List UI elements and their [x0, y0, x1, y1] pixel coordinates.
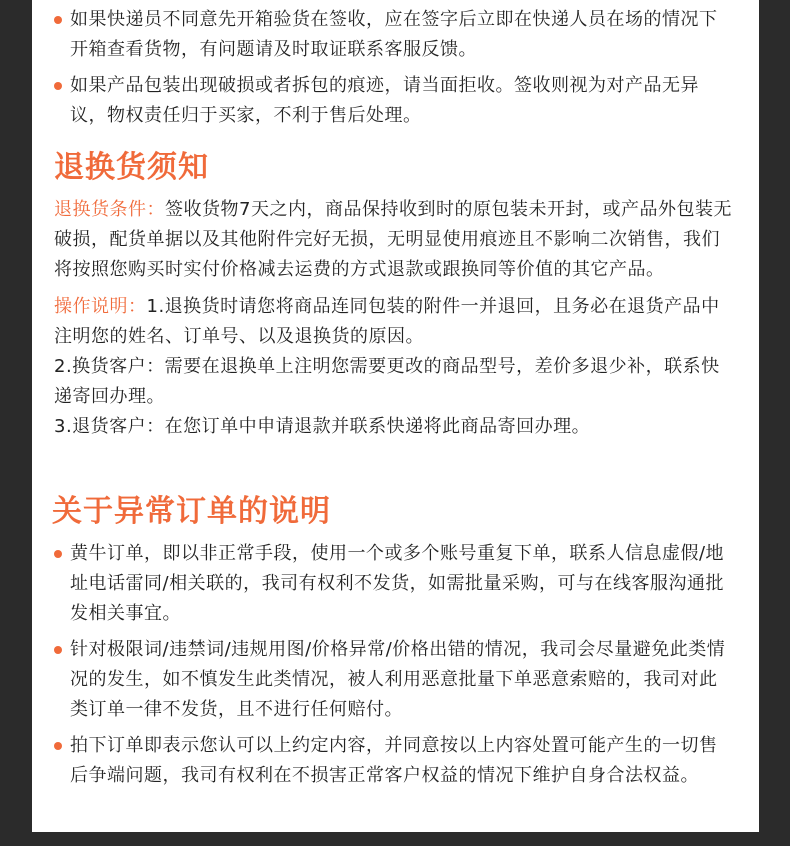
bullet-dot-icon	[54, 82, 62, 90]
shipping-notes-list	[54, 5, 735, 137]
list-item	[54, 635, 735, 725]
refund-instructions: 3.退货客户：在您订单中申请退款并联系快递将此商品寄回办理。	[54, 416, 591, 437]
abnormal-order-text: 黄牛订单，即以非正常手段，使用一个或多个账号重复下单，联系人信息虚假/地址电话雷同/相关联的，我司有权利不发货，如需批量采购，可与在线客服沟通批发相关事宜。	[70, 543, 725, 624]
list-item	[54, 539, 735, 629]
returns-section-title: 退换货须知	[54, 150, 209, 185]
abnormal-order-text: 拍下订单即表示您认可以上约定内容，并同意按以上内容处置可能产生的一切售后争端问题，我司有权利在不损害正常客户权益的情况下维护自身合法权益。	[70, 735, 718, 786]
shipping-note-text: 如果快递员不同意先开箱验货在签收，应在签字后立即在快递人员在场的情况下开箱查看货物，有问题请及时取证联系客服反馈。	[70, 9, 718, 60]
operation-label: 操作说明：	[54, 296, 147, 317]
list-item	[54, 5, 735, 65]
bullet-dot-icon	[54, 742, 62, 750]
list-item	[54, 71, 735, 131]
returns-section-body	[54, 195, 735, 442]
bullet-dot-icon	[54, 646, 62, 654]
bullet-dot-icon	[54, 16, 62, 24]
returns-conditions	[54, 195, 735, 285]
returns-operation	[54, 292, 735, 352]
list-item	[54, 731, 735, 791]
policy-card	[32, 0, 759, 832]
abnormal-orders-section-title: 关于异常订单的说明	[52, 494, 331, 529]
bullet-dot-icon	[54, 550, 62, 558]
abnormal-orders-list	[54, 539, 735, 797]
operation-text: 1.退换货时请您将商品连同包装的附件一并退回，且务必在退货产品中注明您的姓名、订单号、以及退换货的原因。	[54, 296, 720, 347]
conditions-text: 签收货物7天之内，商品保持收到时的原包装未开封，或产品外包装无破损，配货单据以及其他附件完好无损，无明显使用痕迹且不影响二次销售，我们将按照您购买时实付价格减去运费的方式退款或跟换同等价值的其它产品。	[54, 199, 732, 280]
exchange-instructions: 2.换货客户：需要在退换单上注明您需要更改的商品型号，差价多退少补，联系快递寄回办理。	[54, 356, 720, 407]
shipping-note-text: 如果产品包装出现破损或者拆包的痕迹，请当面拒收。签收则视为对产品无异议，物权责任归于买家，不利于售后处理。	[70, 75, 699, 126]
abnormal-order-text: 针对极限词/违禁词/违规用图/价格异常/价格出错的情况，我司会尽量避免此类情况的发生，如不慎发生此类情况，被人利用恶意批量下单恶意索赔的，我司对此类订单一律不发货，且不进行任何赔付。	[70, 639, 726, 720]
conditions-label: 退换货条件：	[54, 199, 165, 220]
